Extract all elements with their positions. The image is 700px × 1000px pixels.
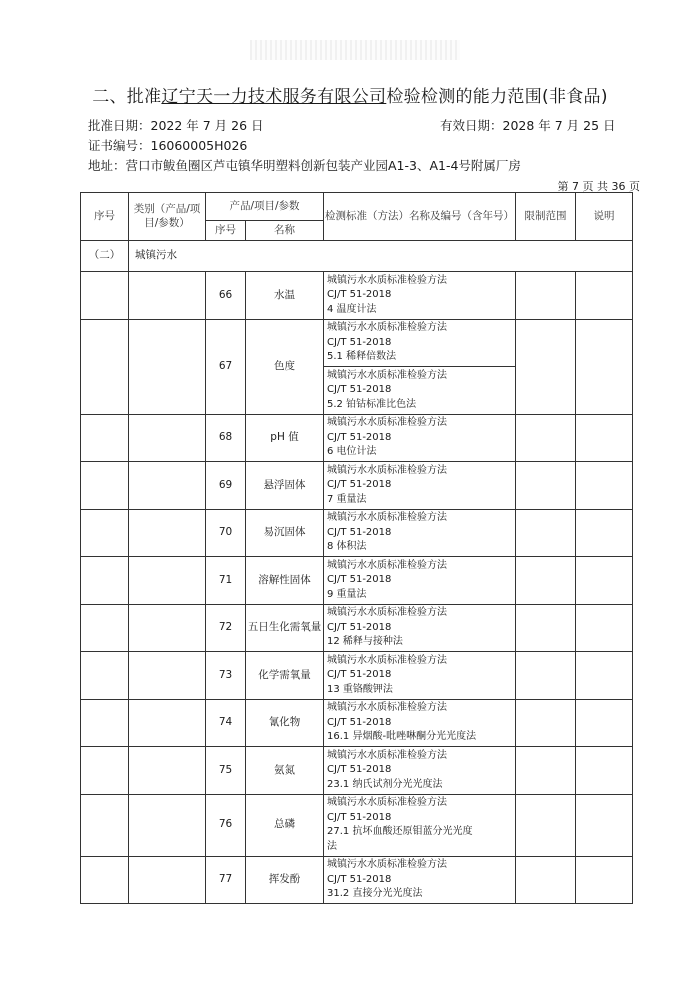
limit-range bbox=[516, 794, 576, 856]
table-row bbox=[81, 747, 633, 795]
method-line: 13 重铬酸钾法 bbox=[327, 683, 393, 695]
method-line: 城镇污水水质标准检验方法 bbox=[327, 322, 448, 333]
method-line: 城镇污水水质标准检验方法 bbox=[327, 559, 448, 571]
table-row bbox=[81, 699, 633, 747]
row-category bbox=[129, 604, 206, 652]
method-line: CJ/T 51-2018 bbox=[327, 873, 392, 885]
header-stamp-mark bbox=[250, 40, 460, 60]
item-number: 76 bbox=[206, 794, 246, 856]
row-seq bbox=[81, 747, 129, 795]
item-name: pH 值 bbox=[246, 414, 324, 462]
method-line: CJ/T 51-2018 bbox=[327, 669, 392, 680]
method-line: 城镇污水水质标准检验方法 bbox=[327, 607, 448, 618]
item-name: 易沉固体 bbox=[246, 509, 324, 557]
certificate-number: 证书编号：16060005H026 bbox=[88, 138, 248, 153]
item-name: 溶解性固体 bbox=[246, 557, 324, 605]
item-name: 五日生化需氧量 bbox=[246, 604, 324, 652]
valid-date: 有效日期：2028 年 7 月 25 日 bbox=[440, 118, 616, 133]
category-seq: （二） bbox=[81, 241, 129, 272]
item-name: 挥发酚 bbox=[246, 856, 324, 904]
table-row bbox=[81, 462, 633, 510]
col-header-seq: 序号 bbox=[81, 193, 129, 241]
row-seq bbox=[81, 509, 129, 557]
test-method bbox=[324, 699, 516, 747]
table-row bbox=[81, 272, 633, 320]
title-suffix: 检验检测的能力范围(非食品) bbox=[386, 87, 608, 107]
row-category bbox=[129, 319, 206, 414]
method-line: 城镇污水水质标准检验方法 bbox=[327, 369, 448, 381]
method-line: CJ/T 51-2018 bbox=[327, 574, 392, 585]
note bbox=[576, 414, 633, 462]
table-row bbox=[81, 856, 633, 904]
row-seq bbox=[81, 794, 129, 856]
test-method bbox=[324, 272, 516, 320]
col-header-category: 类别（产品/项目/参数） bbox=[129, 193, 206, 241]
category-name: 城镇污水 bbox=[129, 241, 633, 272]
note bbox=[576, 462, 633, 510]
row-seq bbox=[81, 272, 129, 320]
row-category bbox=[129, 557, 206, 605]
method-line: CJ/T 51-2018 bbox=[327, 384, 392, 395]
table-row bbox=[81, 652, 633, 700]
test-method bbox=[324, 856, 516, 904]
item-name: 氰化物 bbox=[246, 699, 324, 747]
test-method bbox=[324, 367, 516, 415]
note bbox=[576, 272, 633, 320]
method-line: 城镇污水水质标准检验方法 bbox=[327, 417, 448, 428]
table-row bbox=[81, 414, 633, 462]
limit-range bbox=[516, 604, 576, 652]
limit-range bbox=[516, 414, 576, 462]
col-header-note: 说明 bbox=[576, 193, 633, 241]
test-method bbox=[324, 652, 516, 700]
test-method bbox=[324, 414, 516, 462]
method-line: CJ/T 51-2018 bbox=[327, 764, 392, 775]
method-line: 城镇污水水质标准检验方法 bbox=[327, 512, 448, 523]
item-number: 66 bbox=[206, 272, 246, 320]
row-category bbox=[129, 794, 206, 856]
limit-range bbox=[516, 856, 576, 904]
method-line: 城镇污水水质标准检验方法 bbox=[327, 797, 448, 808]
test-method bbox=[324, 747, 516, 795]
method-line: 8 体积法 bbox=[327, 541, 367, 552]
method-line: 9 重量法 bbox=[327, 588, 367, 600]
item-number: 75 bbox=[206, 747, 246, 795]
item-number: 74 bbox=[206, 699, 246, 747]
row-category bbox=[129, 272, 206, 320]
note bbox=[576, 509, 633, 557]
row-category bbox=[129, 856, 206, 904]
limit-range bbox=[516, 272, 576, 320]
method-line: 31.2 直接分光光度法 bbox=[327, 888, 423, 899]
method-line: 城镇污水水质标准检验方法 bbox=[327, 749, 448, 761]
row-category bbox=[129, 747, 206, 795]
method-line: 5.1 稀释倍数法 bbox=[327, 351, 397, 362]
item-name: 水温 bbox=[246, 272, 324, 320]
table-row bbox=[81, 319, 633, 367]
limit-range bbox=[516, 652, 576, 700]
test-method bbox=[324, 509, 516, 557]
capability-table bbox=[80, 192, 633, 904]
row-category bbox=[129, 652, 206, 700]
limit-range bbox=[516, 557, 576, 605]
item-name: 总磷 bbox=[246, 794, 324, 856]
method-line: CJ/T 51-2018 bbox=[327, 289, 392, 300]
col-header-method: 检测标准（方法）名称及编号（含年号） bbox=[324, 193, 516, 241]
page-title bbox=[0, 82, 700, 107]
note bbox=[576, 557, 633, 605]
item-number: 77 bbox=[206, 856, 246, 904]
note bbox=[576, 604, 633, 652]
row-seq bbox=[81, 652, 129, 700]
method-line: CJ/T 51-2018 bbox=[327, 431, 392, 443]
limit-range bbox=[516, 747, 576, 795]
limit-range bbox=[516, 509, 576, 557]
item-number: 68 bbox=[206, 414, 246, 462]
item-name: 氨氮 bbox=[246, 747, 324, 795]
item-number: 67 bbox=[206, 319, 246, 414]
method-line: 城镇污水水质标准检验方法 bbox=[327, 859, 448, 870]
test-method bbox=[324, 604, 516, 652]
method-line: CJ/T 51-2018 bbox=[327, 811, 392, 823]
method-line: CJ/T 51-2018 bbox=[327, 526, 392, 538]
row-seq bbox=[81, 319, 129, 414]
table-row bbox=[81, 557, 633, 605]
note bbox=[576, 747, 633, 795]
col-header-product-group: 产品/项目/参数 bbox=[206, 193, 324, 221]
note bbox=[576, 794, 633, 856]
page-number: 第 7 页 共 36 页 bbox=[557, 180, 640, 193]
method-line: 12 稀释与接种法 bbox=[327, 636, 403, 647]
note bbox=[576, 699, 633, 747]
method-line: 城镇污水水质标准检验方法 bbox=[327, 702, 448, 713]
row-seq bbox=[81, 699, 129, 747]
note bbox=[576, 652, 633, 700]
row-seq bbox=[81, 414, 129, 462]
item-number: 70 bbox=[206, 509, 246, 557]
method-line: 城镇污水水质标准检验方法 bbox=[327, 464, 448, 476]
limit-range bbox=[516, 462, 576, 510]
item-number: 72 bbox=[206, 604, 246, 652]
row-category bbox=[129, 699, 206, 747]
row-category bbox=[129, 414, 206, 462]
limit-range bbox=[516, 319, 576, 414]
method-line: 城镇污水水质标准检验方法 bbox=[327, 274, 448, 286]
col-header-sub-seq: 序号 bbox=[206, 221, 246, 241]
item-number: 71 bbox=[206, 557, 246, 605]
method-line: 16.1 异烟酸-吡唑啉酮分光光度法 bbox=[327, 731, 477, 742]
col-header-name: 名称 bbox=[246, 221, 324, 241]
item-name: 色度 bbox=[246, 319, 324, 414]
table-row bbox=[81, 794, 633, 856]
test-method bbox=[324, 462, 516, 510]
row-seq bbox=[81, 604, 129, 652]
company-name: 辽宁天一力技术服务有限公司 bbox=[161, 87, 387, 107]
header-row bbox=[81, 193, 633, 221]
method-line: CJ/T 51-2018 bbox=[327, 716, 392, 728]
category-row bbox=[81, 241, 633, 272]
table-row bbox=[81, 509, 633, 557]
note bbox=[576, 856, 633, 904]
row-category bbox=[129, 462, 206, 510]
row-seq bbox=[81, 557, 129, 605]
limit-range bbox=[516, 699, 576, 747]
test-method bbox=[324, 319, 516, 367]
method-line: 城镇污水水质标准检验方法 bbox=[327, 654, 448, 666]
method-line: 23.1 纳氏试剂分光光度法 bbox=[327, 778, 443, 790]
method-line: 法 bbox=[327, 840, 338, 852]
item-name: 悬浮固体 bbox=[246, 462, 324, 510]
method-line: CJ/T 51-2018 bbox=[327, 621, 392, 633]
method-line: 7 重量法 bbox=[327, 493, 367, 505]
row-seq bbox=[81, 856, 129, 904]
method-line: CJ/T 51-2018 bbox=[327, 336, 392, 348]
address: 地址：营口市鲅鱼圈区芦屯镇华明塑料创新包装产业园A1-3、A1-4号附属厂房 bbox=[88, 158, 521, 173]
test-method bbox=[324, 794, 516, 856]
row-seq bbox=[81, 462, 129, 510]
method-line: 27.1 抗坏血酸还原钼蓝分光光度 bbox=[327, 826, 473, 837]
row-category bbox=[129, 509, 206, 557]
note bbox=[576, 319, 633, 414]
item-number: 73 bbox=[206, 652, 246, 700]
item-name: 化学需氧量 bbox=[246, 652, 324, 700]
method-line: 4 温度计法 bbox=[327, 303, 377, 315]
approval-date: 批准日期：2022 年 7 月 26 日 bbox=[88, 118, 264, 133]
item-number: 69 bbox=[206, 462, 246, 510]
method-line: 6 电位计法 bbox=[327, 446, 377, 457]
test-method bbox=[324, 557, 516, 605]
col-header-limit: 限制范围 bbox=[516, 193, 576, 241]
table-row bbox=[81, 604, 633, 652]
method-line: 5.2 铂钴标准比色法 bbox=[327, 398, 417, 410]
method-line: CJ/T 51-2018 bbox=[327, 479, 392, 490]
title-prefix: 二、批准 bbox=[92, 87, 162, 107]
